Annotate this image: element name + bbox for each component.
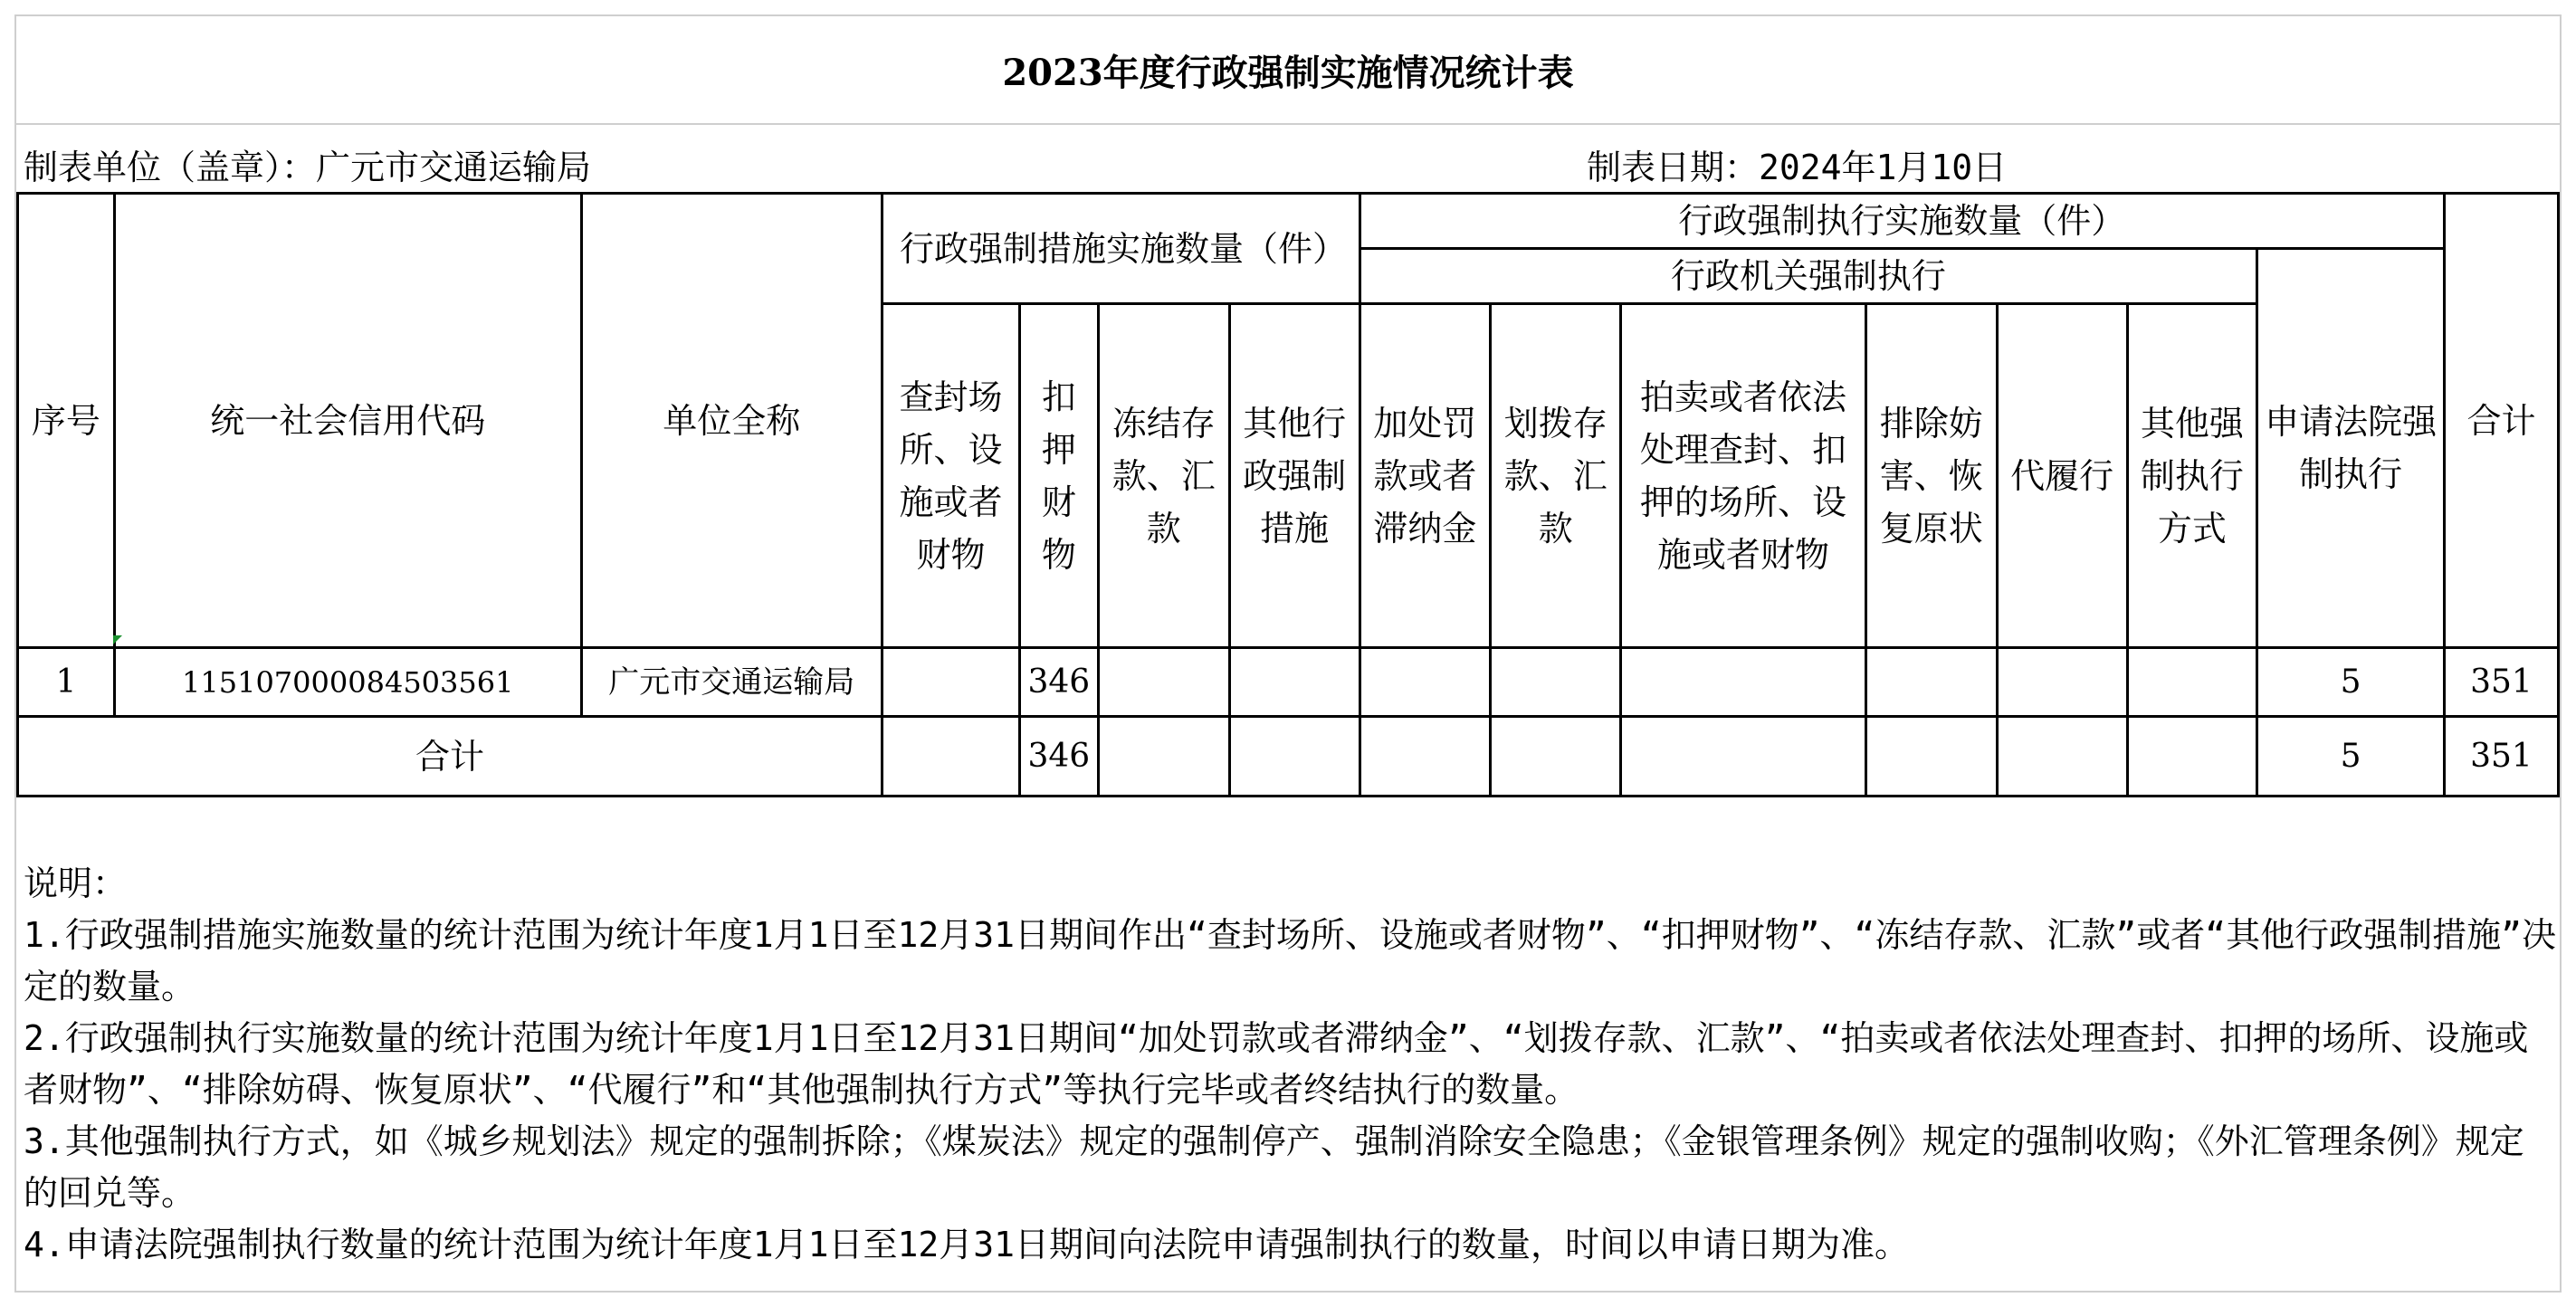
totals-row: [18, 717, 2559, 797]
cell-total: 351: [2444, 648, 2558, 717]
totals-seize: 346: [1019, 717, 1098, 797]
cell-seal: [883, 648, 1020, 717]
statistics-table: [16, 192, 2560, 797]
note-item: 3.其他强制执行方式，如《城乡规划法》规定的强制拆除；《煤炭法》规定的强制停产、强制消除安全隐患；《金银管理条例》规定的强制收购；《外汇管理条例》规定的回兑等。: [24, 1121, 2524, 1213]
totals-seal: [883, 717, 1020, 797]
totals-court-execution: 5: [2257, 717, 2445, 797]
totals-transfer: [1491, 717, 1621, 797]
header-measures-group: 行政强制措施实施数量（件）: [883, 194, 1360, 304]
cell-comment-marker: [113, 635, 122, 644]
notes-section: [24, 858, 2558, 1271]
header-remove: 排除妨害、恢复原状: [1865, 304, 1997, 648]
note-item: 1.行政强制措施实施数量的统计范围为统计年度1月1日至12月31日期间作出“查封场所、设施或者财物”、“扣押财物”、“冻结存款、汇款”或者“其他行政强制措施”决定的数量。: [24, 915, 2557, 1006]
header-court-execution: 申请法院强制执行: [2257, 249, 2445, 648]
header-freeze: 冻结存款、汇款: [1098, 304, 1229, 648]
header-transfer: 划拨存款、汇款: [1491, 304, 1621, 648]
header-seal: 查封场所、设施或者财物: [883, 304, 1020, 648]
cell-unit-name: 广元市交通运输局: [581, 648, 882, 717]
header-substitute: 代履行: [1997, 304, 2127, 648]
note-item: 2.行政强制执行实施数量的统计范围为统计年度1月1日至12月31日期间“加处罚款或者滞纳金”、“划拨存款、汇款”、“拍卖或者依法处理查封、扣押的场所、设施或者财物”、“排除妨碍、恢复原状”、“代履行”和“其他强制执行方式”等执行完毕或者终结执行的数量。: [24, 1018, 2529, 1110]
cell-substitute: [1997, 648, 2127, 717]
cell-seq: 1: [18, 648, 115, 717]
header-seq: 序号: [18, 194, 115, 648]
totals-remove: [1865, 717, 1997, 797]
totals-other-execution: [2127, 717, 2257, 797]
note-item: 4.申请法院强制执行数量的统计范围为统计年度1月1日至12月31日期间向法院申请强制执行的数量，时间以申请日期为准。: [24, 1225, 1910, 1264]
table-row: [18, 648, 2559, 717]
report-title: 2023年度行政强制实施情况统计表: [16, 16, 2560, 125]
unit-label: 制表单位（盖章）：广元市交通运输局: [24, 148, 592, 187]
totals-other-measures: [1229, 717, 1360, 797]
totals-total: 351: [2444, 717, 2558, 797]
cell-court-execution: 5: [2257, 648, 2445, 717]
cell-seize: 346: [1019, 648, 1098, 717]
header-auction: 拍卖或者依法处理查封、扣押的场所、设施或者财物: [1621, 304, 1866, 648]
report-sheet: [14, 14, 2562, 1293]
meta-row: [16, 139, 2560, 187]
cell-other-measures: [1229, 648, 1360, 717]
cell-freeze: [1098, 648, 1229, 717]
header-agency-execution: 行政机关强制执行: [1360, 249, 2257, 304]
header-total: 合计: [2444, 194, 2558, 648]
totals-label: 合计: [18, 717, 883, 797]
notes-heading: 说明：: [24, 863, 128, 903]
header-execution-group: 行政强制执行实施数量（件）: [1360, 194, 2444, 249]
totals-freeze: [1098, 717, 1229, 797]
cell-other-execution: [2127, 648, 2257, 717]
header-fines: 加处罚款或者滞纳金: [1360, 304, 1491, 648]
cell-auction: [1621, 648, 1866, 717]
header-other-execution: 其他强制执行方式: [2127, 304, 2257, 648]
totals-substitute: [1997, 717, 2127, 797]
header-seize: 扣押财物: [1019, 304, 1098, 648]
date-label: 制表日期：2024年1月10日: [1587, 148, 2008, 187]
header-other-measures: 其他行政强制措施: [1229, 304, 1360, 648]
totals-auction: [1621, 717, 1866, 797]
totals-fines: [1360, 717, 1491, 797]
cell-remove: [1865, 648, 1997, 717]
header-credit-code: 统一社会信用代码: [114, 194, 581, 648]
header-unit-name: 单位全称: [581, 194, 882, 648]
cell-fines: [1360, 648, 1491, 717]
cell-credit-code: 115107000084503561: [114, 648, 581, 717]
cell-transfer: [1491, 648, 1621, 717]
